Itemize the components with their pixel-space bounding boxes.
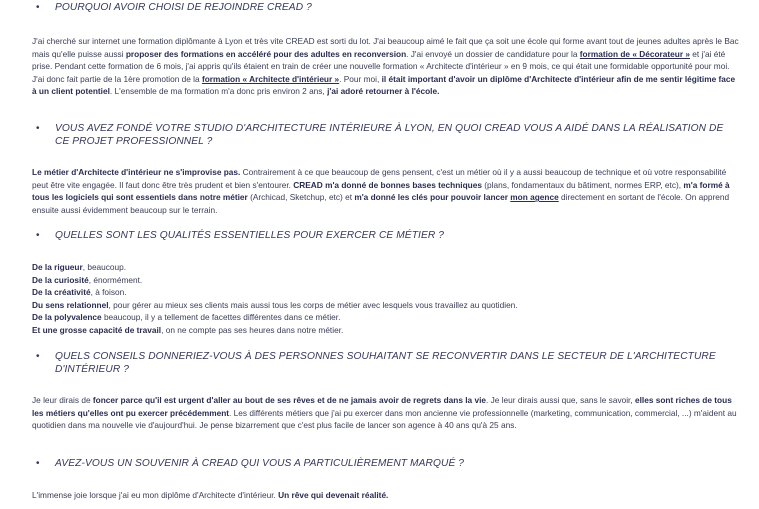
quality-item bbox=[32, 274, 740, 287]
bold-text: j'ai adoré retourner à l'école. bbox=[327, 86, 440, 97]
quality-name: De la rigueur bbox=[32, 262, 83, 272]
quality-name: Du sens relationnel bbox=[32, 299, 109, 310]
link-formation-architecte[interactable]: formation « Architecte d'intérieur » bbox=[201, 73, 340, 84]
text: L'immense joie lorsque j'ai eu mon diplôme d'Architecte d'intérieur. bbox=[32, 490, 279, 500]
text: J'ai cherché sur internet une formation diplômante à Lyon et très vite CREAD est sorti du lot. J'ai beaucoup aimé le fait que ça soit une école qui forme avant tout de jeunes adultes après le Bac mais qu'elle puisse aussi bbox=[32, 36, 739, 59]
bullet: • bbox=[36, 351, 40, 362]
text: (plans, fondamentaux du bâtiment, normes ERP, etc), bbox=[481, 179, 684, 190]
text: , on ne compte pas ses heures dans notre métier. bbox=[161, 324, 344, 335]
question-heading-2 bbox=[36, 123, 736, 148]
bullet: • bbox=[36, 230, 40, 241]
text: Je leur dirais de bbox=[32, 395, 93, 405]
question-heading-3 bbox=[36, 230, 736, 243]
question-heading-4 bbox=[36, 351, 736, 376]
text: et j'ai été prise. Pendant cette formation de 6 mois, j'ai appris qu'ils étaient en train de créer une nouvelle formation « Architecte d'intérieur » en 9 mois, ce qui était une formidable opportunité pour moi. J'ai donc fait partie de la 1ère promotion de la bbox=[32, 48, 730, 84]
quality-item bbox=[32, 324, 740, 337]
bullet: • bbox=[36, 123, 40, 134]
bold-text: il était important d'avoir un diplôme d'Architecte d'intérieur afin de me sentir légitime face à un client potentiel bbox=[32, 73, 736, 97]
bold-text: m'a donné les clés pour pouvoir lancer bbox=[354, 192, 508, 203]
quality-item bbox=[32, 261, 740, 274]
bold-text: m'a formé à tous les logiciels qui sont essentiels dans notre métier bbox=[32, 179, 730, 203]
text: . L'ensemble de ma formation m'a donc pris environ 2 ans, bbox=[109, 86, 328, 97]
text: . Les différents métiers que j'ai pu exercer dans mon ancienne vie professionnelle (marketing, communication, commercial, ...) m'aident au quotidien dans ma nouvelle vie d'aujourd'hui. Je pense bizarrement que c'est plus facile de lancer son agence à 40 ans qu'à 25 ans. bbox=[32, 407, 737, 431]
answer-paragraph-2 bbox=[32, 166, 740, 216]
bold-text: elles sont riches de tous les métiers qu'elles ont pu exercer précédemment bbox=[32, 395, 732, 418]
quality-name: De la créativité bbox=[32, 287, 91, 298]
question-text: VOUS AVEZ FONDÉ VOTRE STUDIO D'ARCHITECTURE INTÉRIEURE À LYON, EN QUOI CREAD VOUS A AIDÉ DANS LA RÉALISATION DE CE PROJET PROFESSIONNEL ? bbox=[55, 123, 724, 147]
quality-name: De la polyvalence bbox=[32, 312, 102, 323]
answer-paragraph-5 bbox=[32, 489, 740, 502]
question-text: AVEZ-VOUS UN SOUVENIR À CREAD QUI VOUS A PARTICULIÈREMENT MARQUÉ ? bbox=[55, 458, 465, 469]
link-mon-agence[interactable]: mon agence bbox=[510, 192, 559, 203]
question-heading-1 bbox=[36, 2, 736, 15]
quality-name: De la curiosité bbox=[32, 274, 89, 285]
question-text: POURQUOI AVOIR CHOISI DE REJOINDRE CREAD ? bbox=[55, 2, 312, 13]
quality-item bbox=[32, 286, 740, 299]
text: (Archicad, Sketchup, etc) et bbox=[247, 192, 355, 203]
bullet: • bbox=[36, 2, 40, 13]
answer-paragraph-1 bbox=[32, 35, 740, 98]
text: beaucoup, il y a tellement de facettes différentes dans ce métier. bbox=[101, 312, 341, 323]
text: , pour gérer au mieux ses clients mais aussi tous les corps de métier avec lesquels vous travaillez au quotidien. bbox=[108, 299, 518, 310]
text: . J'ai envoyé un dossier de candidature pour la bbox=[406, 48, 580, 59]
text: . Je leur dirais aussi que, sans le savoir, bbox=[486, 395, 635, 405]
quality-item bbox=[32, 299, 740, 312]
text: Contrairement à ce que beaucoup de gens pensent, c'est un métier où il y a aussi beaucoup de technique et où votre responsabilité peut être vite engagée. Il faut donc être très prudent et bien s'entourer. bbox=[32, 167, 727, 190]
question-text: QUELLES SONT LES QUALITÉS ESSENTIELLES POUR EXERCER CE MÉTIER ? bbox=[55, 230, 445, 241]
bold-text: CREAD m'a donné de bonnes bases techniques bbox=[293, 179, 482, 190]
text: , à foison. bbox=[90, 287, 127, 298]
question-heading-5 bbox=[36, 458, 736, 471]
bold-text: proposer des formations en accéléré pour des adultes en reconversion bbox=[125, 48, 407, 59]
qualities-list bbox=[32, 261, 740, 337]
bold-text: foncer parce qu'il est urgent d'aller au bout de ses rêves et de ne jamais avoir de regrets dans la vie bbox=[92, 395, 487, 405]
text: , énormément. bbox=[88, 274, 143, 285]
text: . Pour moi, bbox=[339, 73, 382, 84]
answer-paragraph-4 bbox=[32, 394, 740, 432]
bold-text: Un rêve qui devenait réalité. bbox=[278, 490, 389, 500]
question-text: QUELS CONSEILS DONNERIEZ-VOUS À DES PERSONNES SOUHAITANT SE RECONVERTIR DANS LE SECTEUR DE L'ARCHITECTURE D'INTÉRIEUR ? bbox=[55, 351, 716, 375]
bullet: • bbox=[36, 458, 40, 469]
text: directement en sortant de l'école. On apprend ensuite aussi évidemment beaucoup sur le terrain. bbox=[32, 192, 730, 215]
link-formation-decorateur[interactable]: formation de « Décorateur » bbox=[579, 48, 690, 59]
text: , beaucoup. bbox=[82, 262, 127, 272]
quality-item bbox=[32, 311, 740, 324]
quality-name: Et une grosse capacité de travail bbox=[32, 324, 162, 335]
bold-text: Le métier d'Architecte d'intérieur ne s'improvise pas. bbox=[32, 167, 241, 177]
